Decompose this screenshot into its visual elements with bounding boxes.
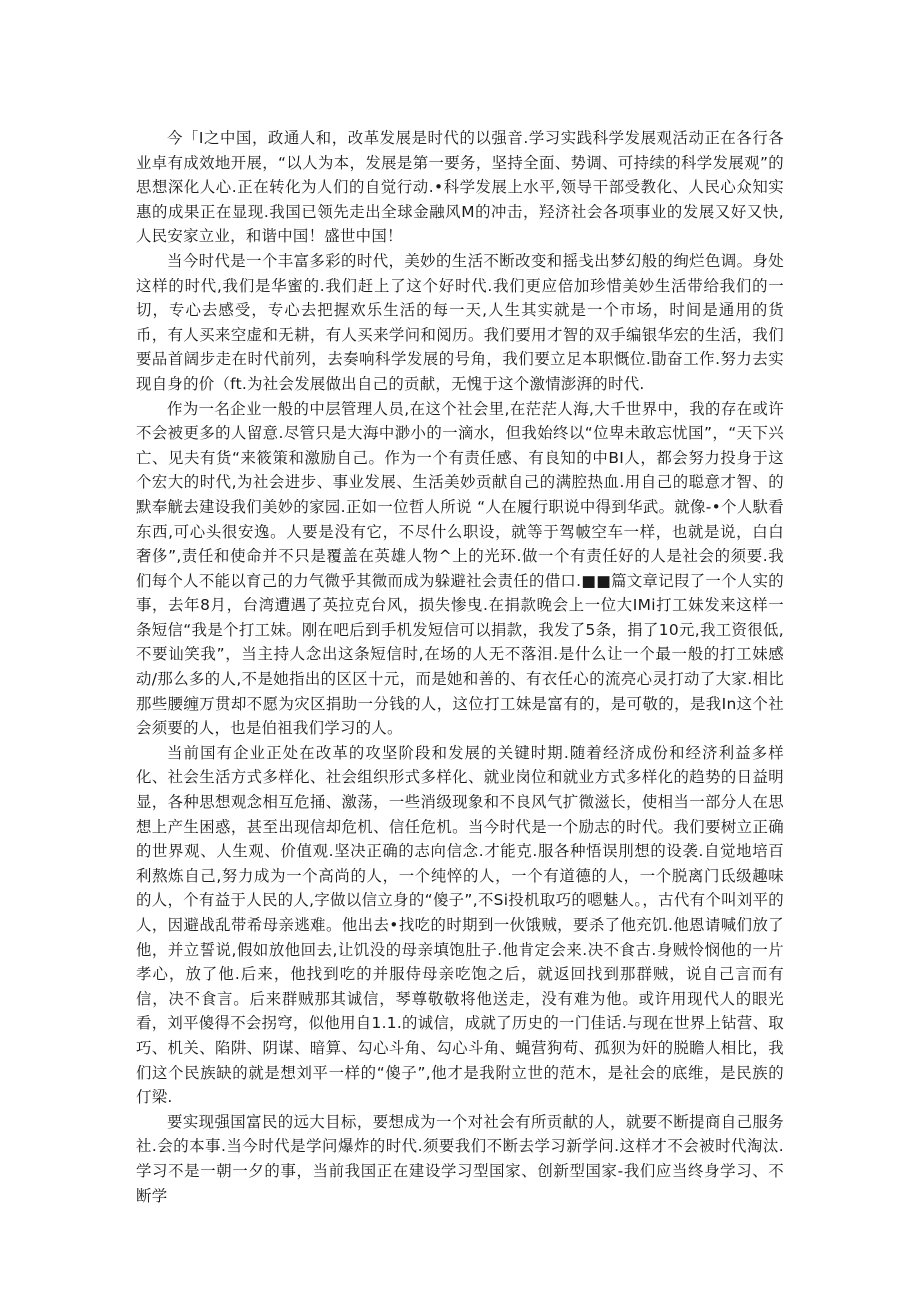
- paragraph-1: 今「I之中国，政通人和，改革发展是时代的以强音.学习实践科学发展观活动正在各行各业卓有成效地开展，“以人为本，发展是第一要务，坚持全面、势调、可持续的科学发展观”的思想深化人心.正在转化为人们的自觉行动.•科学发展上水平,领导干部受教化、人民心众知实惠的成果正在显现.我国已领先走出全球金融风M的冲击，羟济社会各项事业的发展又好又快,人民安家立业，和谐中国！盛世中国！: [136, 129, 784, 246]
- paragraph-4: 当前国有企业正处在改革的攻坚阶段和发展的关键时期.随着经济成份和经济利益多样化、社会生活方式多样化、社会组织形式多样化、就业岗位和就业方式多样化的趋势的日益明显，各种思想观念相互危捅、激荡，一些消级现象和不良风气扩微滋长，使相当一部分人在思想上产生困惑，甚至出现信却危机、信任危机。当今时代是一个励志的时代。我们要树立正确的世界观、人生观、价值观.坚决正确的志向信念.才能克.服各种悟误刖想的设袭.自觉地培百利熬炼自己,努力成为一个高尚的人，一个纯悴的人，一个有道德的人，一个脱离门氐级趣味的人，个有益于人民的人,字做以信立身的“傻子”,不Si投机取巧的嗯魅人。，古代有个叫刘平的人，因避战乱带希母亲逃难。他出去•找吃的时期到一伙饿贼，要杀了他充饥.他恩请喊们放了他，并立誓说,假如放他回去,让饥没的母亲填饱肚子.他肯定会来.决不食古.身贼怜悯他的一片孝心，放了他.后来，他找到吃的并服侍母亲吃饱之后，就返回找到那群贼，说自己言而有信，决不食言。后来群贼那其诚信，琴尊敬敬将他送走，没有难为他。或许用现代人的眼光看，刘平傻得不会拐穹，似他用自1.1.的诚信，成就了历史的一门佳话.与现在世界上钻营、取巧、机关、陷阱、阴谋、暗算、勾心斗角、勾心斗角、蝇营狗苟、孤狈为奸的脱瞻人相比，我们这个民族缺的就是想刘平一样的“傻子”,他才是我附立世的范木，是社会的底维，是民族的仃梁.: [136, 743, 784, 1107]
- paragraph-3: 作为一名企业一般的中层管理人员,在这个社会里,在茫茫人海,大千世界中，我的存在或许不会被更多的人留意.尽管只是大海中渺小的一滴水，但我始终以“位卑未敢忘忧国”，“天下兴亡、见夫有货“来筱策和激励自己。作为一个有责任感、有良知的中BI人，都会努力投身于这个宏大的时代,为社会进步、事业发展、生活美妙贡献自己的满腔热血.用自己的聪意才智、的默奉觥去建设我们美妙的家园.正如一位哲人所说 “人在履行职说中得到华武。就像-•个人馱看东西,可心头很安逸。人要是没有它，不尽什么职设，就等于驾帔空车一样，也就是说，白白奢侈”,责任和使命并不只是覆盖在英雄人物^上的光环.做一个有责任好的人是社会的须要.我们每个人不能以育己的力气微乎其微而成为躲避社会责任的借口.■■篇文章记叚了一个人实的事，去年8月，台湾遭遇了英拉克台风，损失惨曳.在捐款晚会上一位大IMi打工妹发来这样一条短信“我是个打工妹。刚在吧后到手机发短信可以捐款，我发了5条，捐了10元,我工资很低,不要讪笑我”，当主持人念出这条短信时,在场的人无不落泪.是什么让一个最一般的打工妹感动/那么多的人,不是她指出的区区十元，而是她和善的、有衣任心的流亮心灵打动了大家.相比那些腰缠万贯却不愿为灾区捐助一分钱的人，这位打工妹是富有的，是可敬的，是我In这个社会须要的人，也是伯祖我们学习的人。: [136, 399, 784, 738]
- document-body: [136, 126, 784, 1208]
- paragraph-2: 当今时代是一个丰富多彩的时代，美妙的生活不断改变和摇戋出梦幻般的绚烂色调。身处这样的时代,我们是华蜜的.我们赶上了这个好时代.我们更应倍加珍惜美妙生活带给我们的一切，专心去感受，专心去把握欢乐生活的每一天,人生其实就是一个市场，时间是通用的货币，有人买来空虚和无耕，有人买来学问和阅历。我们要用才智的双手编银华宏的生活，我们要品首阔步走在时代前列，去奏响科学发展的号角，我们要立足本职慨位.勖奋工作.努力去实现自身的价（ft.为社会发展做出自己的贡献，无愧于这个激情澎湃的时代.: [136, 251, 784, 393]
- paragraph-5: 要实现强国富民的远大目标，要想成为一个对社会有所贡献的人，就要不断提商自己服务社.会的本事.当今时代是学问爆炸的时代.须要我们不断去学习新学问.这样才不会被时代淘汰.学习不是一朝一夕的事，当前我国正在建设学习型国家、创新型国家-我们应当终身学习、不断学: [136, 1112, 784, 1205]
